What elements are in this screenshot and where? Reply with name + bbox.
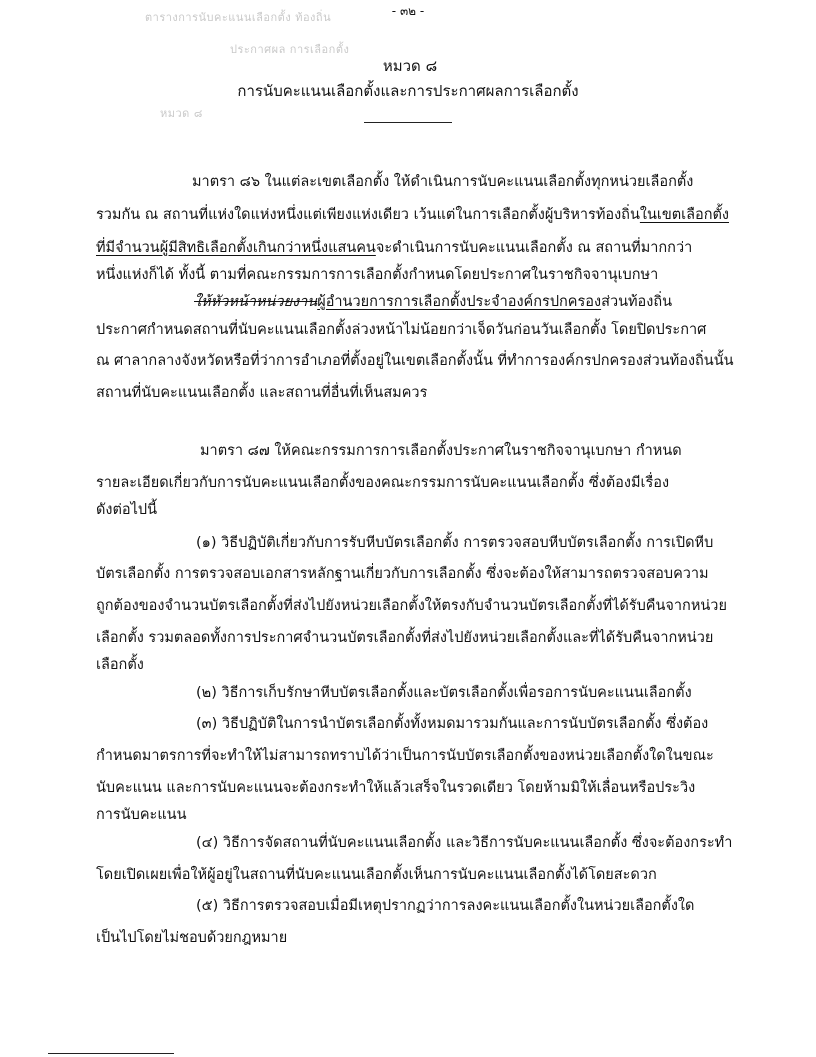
section-86-underlined-text: ที่มีจำนวนผู้มีสิทธิเลือกตั้งเกินกว่าหนึ่งแสนคน [96, 240, 376, 256]
bleed-through-text: ประกาศผล การเลือกตั้ง [230, 43, 350, 56]
page-number: - ๓๒ - [391, 4, 425, 18]
section-86-line: ณ ศาลากลางจังหวัดหรือที่ว่าการอำเภอที่ตั้งอยู่ในเขตเลือกตั้งนั้น ที่ทำการองค์กรปกครองส่วนท้องถิ่นนั้น [96, 353, 734, 369]
list-item-4-line: โดยเปิดเผยเพื่อให้ผู้อยู่ในสถานที่นับคะแนนเลือกตั้งเห็นการนับคะแนนเลือกตั้งได้โดยสะดวก [96, 867, 657, 883]
list-item-2-line: (๒) วิธีการเก็บรักษาหีบบัตรเลือกตั้งและบัตรเลือกตั้งเพื่อรอการนับคะแนนเลือกตั้ง [196, 685, 692, 701]
section-86-text: ส่วนท้องถิ่น [601, 294, 673, 310]
section-86-underlined-text: ผู้อำนวยการการเลือกตั้งประจำองค์กรปกครอง [317, 294, 602, 310]
section-86-text: รวมกัน ณ สถานที่แห่งใดแห่งหนึ่งแต่เพียงแห่งเดียว เว้นแต่ในการเลือกตั้งผู้บริหารท้องถิ่น [96, 207, 640, 223]
chapter-title: หมวด ๘ [382, 57, 438, 75]
list-item-4-line: (๔) วิธีการจัดสถานที่นับคะแนนเลือกตั้ง และวิธีการนับคะแนนเลือกตั้ง ซึ่งจะต้องกระทำ [196, 835, 733, 851]
chapter-subtitle: การนับคะแนนเลือกตั้งและการประกาศผลการเลือกตั้ง [237, 82, 579, 100]
list-item-1-line: เลือกตั้ง [96, 657, 144, 673]
section-86-line: ประกาศกำหนดสถานที่นับคะแนนเลือกตั้งล่วงหน้าไม่น้อยกว่าเจ็ดวันก่อนวันเลือกตั้ง โดยปิดประกาศ [96, 322, 707, 338]
section-87-line: รายละเอียดเกี่ยวกับการนับคะแนนเลือกตั้งของคณะกรรมการนับคะแนนเลือกตั้ง ซึ่งต้องมีเรื่อง [96, 475, 670, 491]
section-86-line [96, 238, 692, 258]
list-item-5-line: (๕) วิธีการตรวจสอบเมื่อมีเหตุปรากฏว่าการลงคะแนนเลือกตั้งในหน่วยเลือกตั้งใด [196, 898, 695, 914]
title-underline [364, 122, 452, 123]
section-87-line: มาตรา ๘๗ ให้คณะกรรมการการเลือกตั้งประกาศในราชกิจจานุเบกษา กำหนด [200, 443, 682, 459]
section-86-underlined-text: ในเขตเลือกตั้ง [639, 207, 729, 223]
section-86-line [194, 292, 672, 312]
list-item-1-line: บัตรเลือกตั้ง การตรวจสอบเอกสารหลักฐานเกี่ยวกับการเลือกตั้ง ซึ่งจะต้องให้สามารถตรวจสอบความ [96, 566, 709, 582]
list-item-1-line: ถูกต้องของจำนวนบัตรเลือกตั้งที่ส่งไปยังหน่วยเลือกตั้งให้ตรงกับจำนวนบัตรเลือกตั้งที่ได้รับคืนจากหน่วย [96, 598, 727, 614]
section-86-line: หนึ่งแห่งก็ได้ ทั้งนี้ ตามที่คณะกรรมการการเลือกตั้งกำหนดโดยประกาศในราชกิจจานุเบกษา [96, 267, 659, 283]
bleed-through-text: ตารางการนับคะแนนเลือกตั้ง ท้องถิ่น [145, 11, 332, 24]
section-86-line: สถานที่นับคะแนนเลือกตั้ง และสถานที่อื่นที่เห็นสมควร [96, 385, 428, 401]
list-item-3-line: (๓) วิธีปฏิบัติในการนำบัตรเลือกตั้งทั้งหมดมารวมกันและการนับบัตรเลือกตั้ง ซึ่งต้อง [196, 716, 709, 732]
list-item-3-line: นับคะแนน และการนับคะแนนจะต้องกระทำให้แล้วเสร็จในรวดเดียว โดยห้ามมิให้เลื่อนหรือประวิง [96, 780, 696, 796]
section-86-line: มาตรา ๘๖ ในแต่ละเขตเลือกตั้ง ให้ดำเนินการนับคะแนนเลือกตั้งทุกหน่วยเลือกตั้ง [192, 174, 694, 190]
list-item-1-line: (๑) วิธีปฏิบัติเกี่ยวกับการรับหีบบัตรเลือกตั้ง การตรวจสอบหีบบัตรเลือกตั้ง การเปิดหีบ [196, 535, 714, 551]
list-item-3-line: กำหนดมาตรการที่จะทำให้ไม่สามารถทราบได้ว่าเป็นการนับบัตรเลือกตั้งของหน่วยเลือกตั้งใดในขณะ [96, 748, 714, 764]
bleed-through-text: หมวด ๘ [160, 107, 203, 120]
list-item-1-line: เลือกตั้ง รวมตลอดทั้งการประกาศจำนวนบัตรเลือกตั้งที่ส่งไปยังหน่วยเลือกตั้งและที่ได้รับคืนจากหน่วย [96, 630, 714, 646]
struck-out-text: ให้หัวหน้าหน่วยงาน [194, 294, 318, 310]
section-87-line: ดังต่อไปนี้ [96, 502, 158, 518]
list-item-3-line: การนับคะแนน [96, 807, 187, 823]
section-86-line [96, 205, 729, 225]
section-86-text: จะดำเนินการนับคะแนนเลือกตั้ง ณ สถานที่มากกว่า [375, 240, 693, 256]
footnote-rule [48, 1053, 174, 1054]
list-item-5-line: เป็นไปโดยไม่ชอบด้วยกฎหมาย [96, 930, 288, 946]
